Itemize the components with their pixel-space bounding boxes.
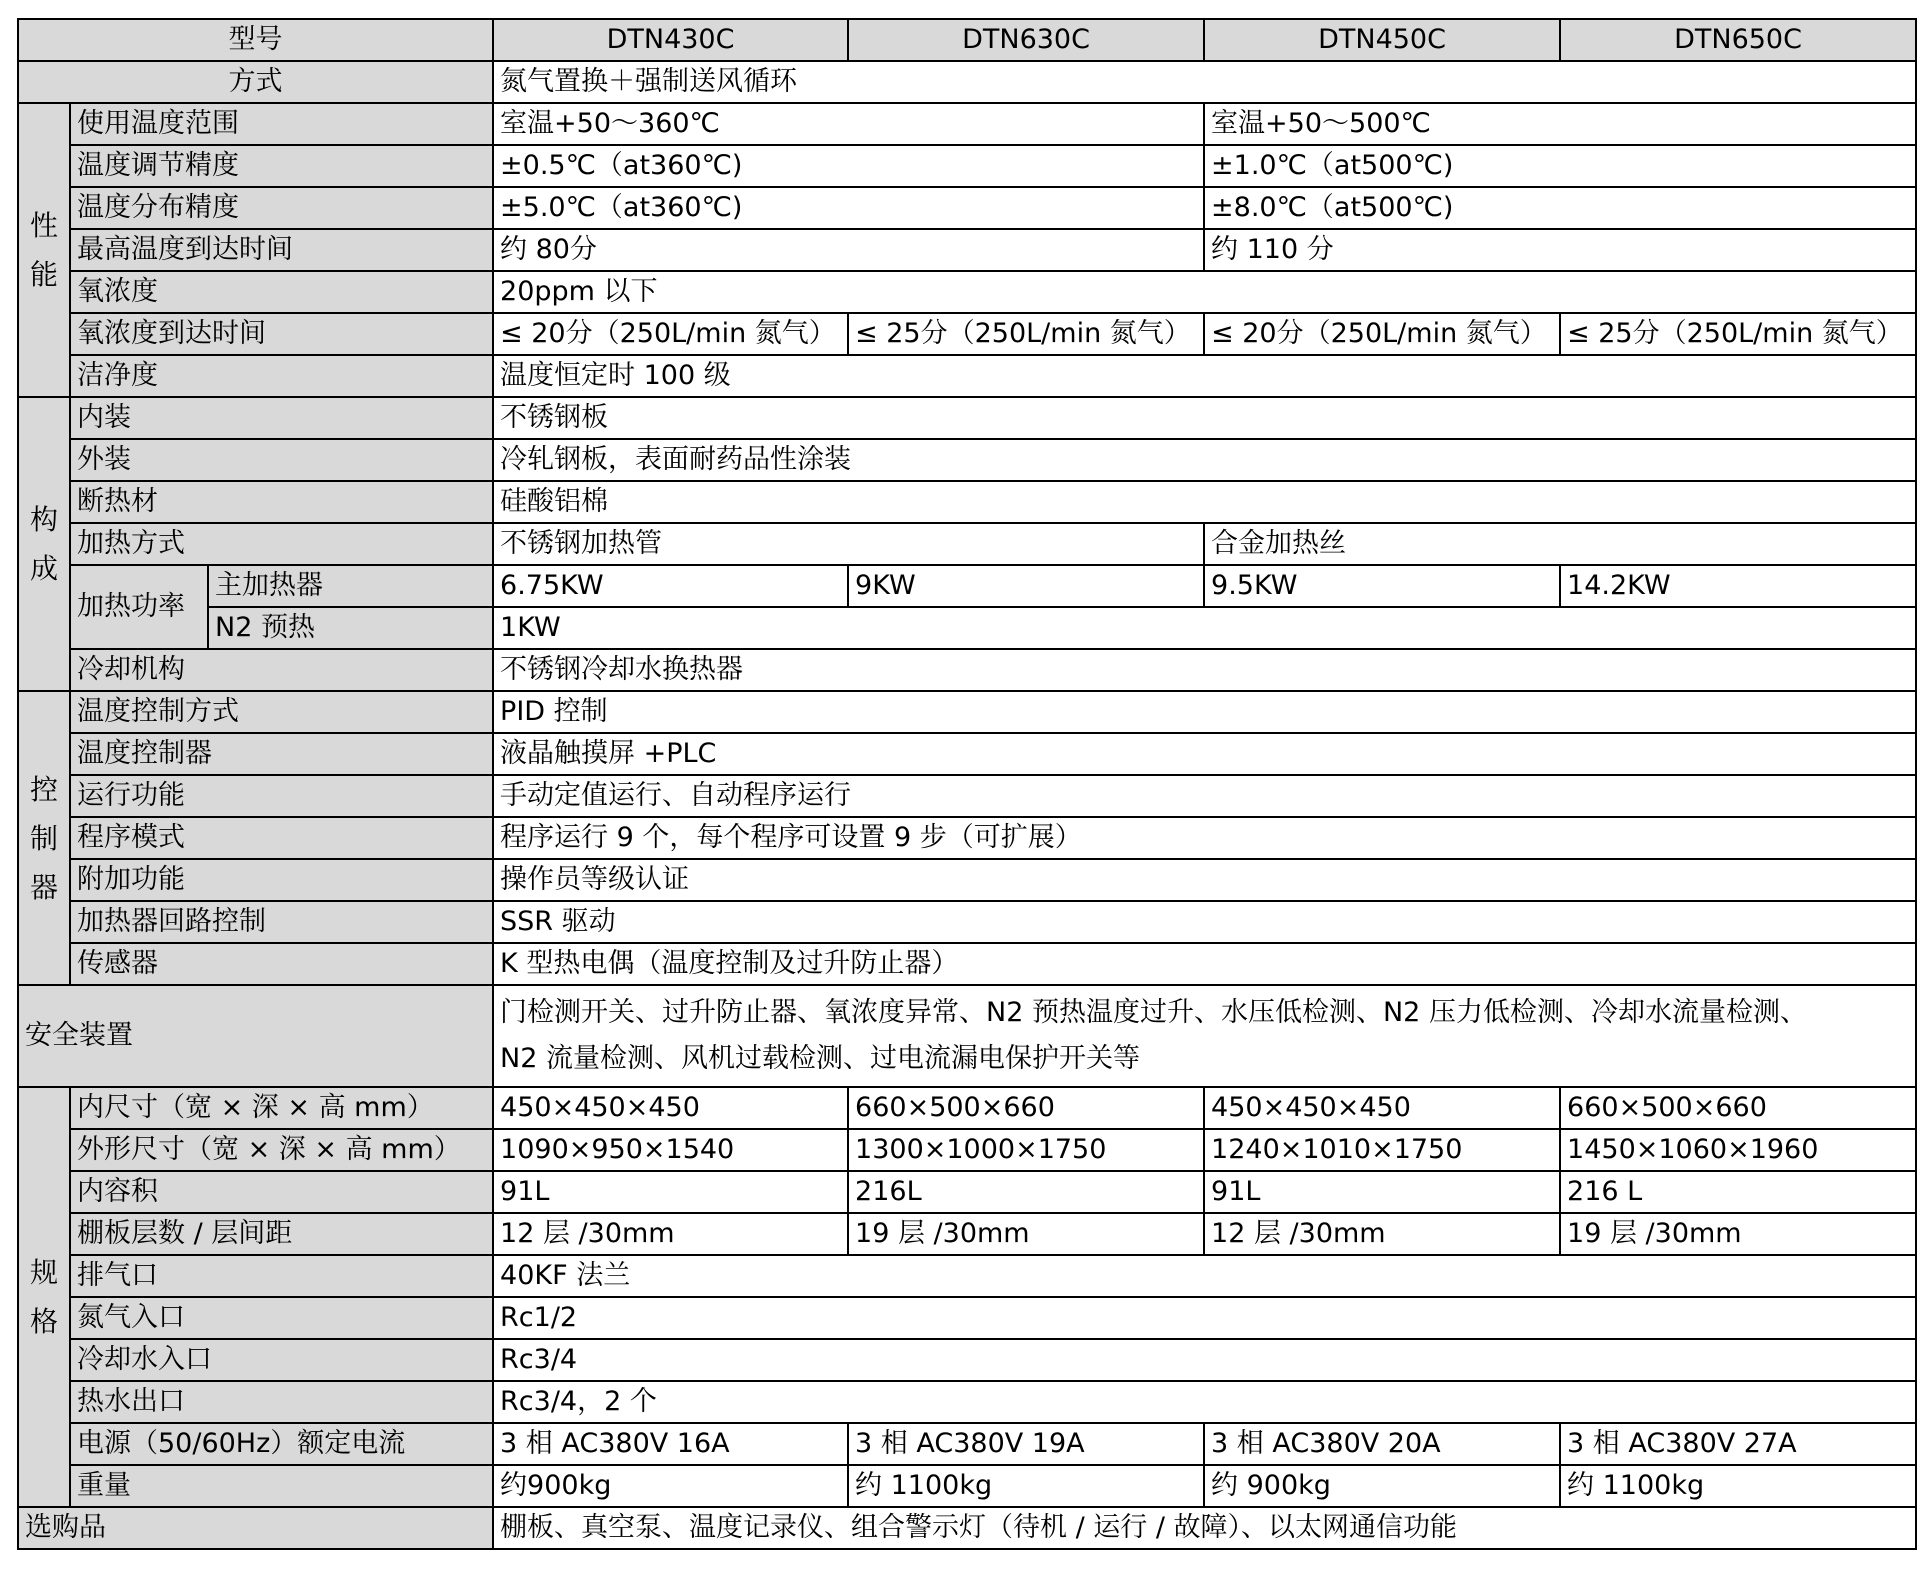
extra-function-value: 操作员等级认证 [493, 859, 1916, 901]
outer-size-value-3: 1240×1010×1750 [1204, 1129, 1560, 1171]
outer-size-label: 外形尺寸（宽 × 深 × 高 mm） [70, 1129, 493, 1171]
safety-line-2: N2 流量检测、风机过载检测、过电流漏电保护开关等 [500, 1042, 1140, 1074]
volume-value-2: 216L [848, 1171, 1204, 1213]
method-label: 方式 [18, 61, 493, 103]
exterior-row [18, 439, 1916, 481]
controller-unit-label: 温度控制器 [70, 733, 493, 775]
options-row [18, 1507, 1916, 1549]
group-spec: 规 格 [18, 1087, 70, 1507]
max-temp-time-value-1: 约 80分 [493, 229, 1204, 271]
program-mode-value: 程序运行 9 个，每个程序可设置 9 步（可扩展） [493, 817, 1916, 859]
extra-function-row [18, 859, 1916, 901]
model-dtn450c: DTN450C [1204, 19, 1560, 61]
method-row [18, 61, 1916, 103]
temp-range-row [18, 103, 1916, 145]
exterior-value: 冷轧钢板，表面耐药品性涂装 [493, 439, 1916, 481]
model-dtn650c: DTN650C [1560, 19, 1916, 61]
max-temp-time-row [18, 229, 1916, 271]
safety-row [18, 985, 1916, 1087]
volume-row [18, 1171, 1916, 1213]
volume-label: 内容积 [70, 1171, 493, 1213]
shelves-value-3: 12 层 /30mm [1204, 1213, 1560, 1255]
outer-size-value-1: 1090×950×1540 [493, 1129, 848, 1171]
cooling-inlet-label: 冷却水入口 [70, 1339, 493, 1381]
outer-size-value-2: 1300×1000×1750 [848, 1129, 1204, 1171]
oxygen-time-value-4: ≤ 25分（250L/min 氮气） [1560, 313, 1916, 355]
temp-distribution-value-1: ±5.0℃（at360℃) [493, 187, 1204, 229]
run-function-value: 手动定值运行、自动程序运行 [493, 775, 1916, 817]
volume-value-1: 91L [493, 1171, 848, 1213]
main-heater-value-2: 9KW [848, 565, 1204, 607]
n2-inlet-row [18, 1297, 1916, 1339]
outer-size-value-4: 1450×1060×1960 [1560, 1129, 1916, 1171]
heating-power-label: 加热功率 [70, 565, 208, 649]
temp-range-value-1: 室温+50～360℃ [493, 103, 1204, 145]
main-heater-row [18, 565, 1916, 607]
power-value-1: 3 相 AC380V 16A [493, 1423, 848, 1465]
insulation-label: 断热材 [70, 481, 493, 523]
options-label: 选购品 [18, 1507, 493, 1549]
heating-method-row [18, 523, 1916, 565]
insulation-value: 硅酸铝棉 [493, 481, 1916, 523]
power-value-3: 3 相 AC380V 20A [1204, 1423, 1560, 1465]
temp-range-label: 使用温度范围 [70, 103, 493, 145]
max-temp-time-value-2: 约 110 分 [1204, 229, 1916, 271]
oxygen-time-value-2: ≤ 25分（250L/min 氮气） [848, 313, 1204, 355]
cleanliness-label: 洁净度 [70, 355, 493, 397]
volume-value-4: 216 L [1560, 1171, 1916, 1213]
insulation-row [18, 481, 1916, 523]
inner-size-value-1: 450×450×450 [493, 1087, 848, 1129]
group-controller: 控 制 器 [18, 691, 70, 985]
n2-preheat-value: 1KW [493, 607, 1916, 649]
run-function-label: 运行功能 [70, 775, 493, 817]
hot-outlet-value: Rc3/4，2 个 [493, 1381, 1916, 1423]
heating-method-value-1: 不锈钢加热管 [493, 523, 1204, 565]
temp-range-value-2: 室温+50～500℃ [1204, 103, 1916, 145]
safety-line-1: 门检测开关、过升防止器、氧浓度异常、N2 预热温度过升、水压低检测、N2 压力低检测、冷却水流量检测、 [500, 997, 1807, 1028]
interior-row [18, 397, 1916, 439]
weight-value-4: 约 1100kg [1560, 1465, 1916, 1507]
cleanliness-value: 温度恒定时 100 级 [493, 355, 1916, 397]
sensor-label: 传感器 [70, 943, 493, 985]
group-performance: 性 能 [18, 103, 70, 397]
inner-size-value-3: 450×450×450 [1204, 1087, 1560, 1129]
heating-method-label: 加热方式 [70, 523, 493, 565]
inner-size-label: 内尺寸（宽 × 深 × 高 mm） [70, 1087, 493, 1129]
temp-distribution-row [18, 187, 1916, 229]
power-value-4: 3 相 AC380V 27A [1560, 1423, 1916, 1465]
model-dtn630c: DTN630C [848, 19, 1204, 61]
sensor-value: K 型热电偶（温度控制及过升防止器） [493, 943, 1916, 985]
run-function-row [18, 775, 1916, 817]
control-method-label: 温度控制方式 [70, 691, 493, 733]
exhaust-label: 排气口 [70, 1255, 493, 1297]
controller-unit-row [18, 733, 1916, 775]
heating-method-value-2: 合金加热丝 [1204, 523, 1916, 565]
n2-preheat-row [18, 607, 1916, 649]
main-heater-value-3: 9.5KW [1204, 565, 1560, 607]
max-temp-time-label: 最高温度到达时间 [70, 229, 493, 271]
main-heater-value-4: 14.2KW [1560, 565, 1916, 607]
cleanliness-row [18, 355, 1916, 397]
inner-size-row [18, 1087, 1916, 1129]
weight-label: 重量 [70, 1465, 493, 1507]
temp-distribution-value-2: ±8.0℃（at500℃) [1204, 187, 1916, 229]
power-label: 电源（50/60Hz）额定电流 [70, 1423, 493, 1465]
main-heater-value-1: 6.75KW [493, 565, 848, 607]
weight-row [18, 1465, 1916, 1507]
temp-precision-label: 温度调节精度 [70, 145, 493, 187]
exhaust-row [18, 1255, 1916, 1297]
cooling-value: 不锈钢冷却水换热器 [493, 649, 1916, 691]
oxygen-value: 20ppm 以下 [493, 271, 1916, 313]
heater-circuit-value: SSR 驱动 [493, 901, 1916, 943]
oxygen-time-row [18, 313, 1916, 355]
cooling-inlet-row [18, 1339, 1916, 1381]
group-construction: 构 成 [18, 397, 70, 691]
temp-precision-row [18, 145, 1916, 187]
interior-value: 不锈钢板 [493, 397, 1916, 439]
power-row [18, 1423, 1916, 1465]
extra-function-label: 附加功能 [70, 859, 493, 901]
cooling-label: 冷却机构 [70, 649, 493, 691]
cooling-inlet-value: Rc3/4 [493, 1339, 1916, 1381]
shelves-value-2: 19 层 /30mm [848, 1213, 1204, 1255]
oxygen-time-value-3: ≤ 20分（250L/min 氮气） [1204, 313, 1560, 355]
shelves-label: 棚板层数 / 层间距 [70, 1213, 493, 1255]
oxygen-time-value-1: ≤ 20分（250L/min 氮气） [493, 313, 848, 355]
control-method-row [18, 691, 1916, 733]
spec-table [17, 18, 1917, 1550]
outer-size-row [18, 1129, 1916, 1171]
shelves-value-4: 19 层 /30mm [1560, 1213, 1916, 1255]
inner-size-value-4: 660×500×660 [1560, 1087, 1916, 1129]
weight-value-2: 约 1100kg [848, 1465, 1204, 1507]
weight-value-3: 约 900kg [1204, 1465, 1560, 1507]
options-value: 棚板、真空泵、温度记录仪、组合警示灯（待机 / 运行 / 故障）、以太网通信功能 [493, 1507, 1916, 1549]
exterior-label: 外装 [70, 439, 493, 481]
temp-precision-value-1: ±0.5℃（at360℃) [493, 145, 1204, 187]
volume-value-3: 91L [1204, 1171, 1560, 1213]
heater-circuit-label: 加热器回路控制 [70, 901, 493, 943]
n2-inlet-value: Rc1/2 [493, 1297, 1916, 1339]
model-label: 型号 [18, 19, 493, 61]
program-mode-row [18, 817, 1916, 859]
control-method-value: PID 控制 [493, 691, 1916, 733]
n2-inlet-label: 氮气入口 [70, 1297, 493, 1339]
main-heater-label: 主加热器 [208, 565, 493, 607]
program-mode-label: 程序模式 [70, 817, 493, 859]
heater-circuit-row [18, 901, 1916, 943]
controller-unit-value: 液晶触摸屏 +PLC [493, 733, 1916, 775]
power-value-2: 3 相 AC380V 19A [848, 1423, 1204, 1465]
weight-value-1: 约900kg [493, 1465, 848, 1507]
safety-value [493, 985, 1916, 1087]
shelves-row [18, 1213, 1916, 1255]
n2-preheat-label: N2 预热 [208, 607, 493, 649]
cooling-row [18, 649, 1916, 691]
sensor-row [18, 943, 1916, 985]
temp-distribution-label: 温度分布精度 [70, 187, 493, 229]
model-dtn430c: DTN430C [493, 19, 848, 61]
method-value: 氮气置换＋强制送风循环 [493, 61, 1916, 103]
oxygen-row [18, 271, 1916, 313]
oxygen-time-label: 氧浓度到达时间 [70, 313, 493, 355]
shelves-value-1: 12 层 /30mm [493, 1213, 848, 1255]
interior-label: 内装 [70, 397, 493, 439]
temp-precision-value-2: ±1.0℃（at500℃) [1204, 145, 1916, 187]
inner-size-value-2: 660×500×660 [848, 1087, 1204, 1129]
header-row [18, 19, 1916, 61]
safety-label: 安全装置 [18, 985, 493, 1087]
hot-outlet-label: 热水出口 [70, 1381, 493, 1423]
oxygen-label: 氧浓度 [70, 271, 493, 313]
exhaust-value: 40KF 法兰 [493, 1255, 1916, 1297]
hot-outlet-row [18, 1381, 1916, 1423]
